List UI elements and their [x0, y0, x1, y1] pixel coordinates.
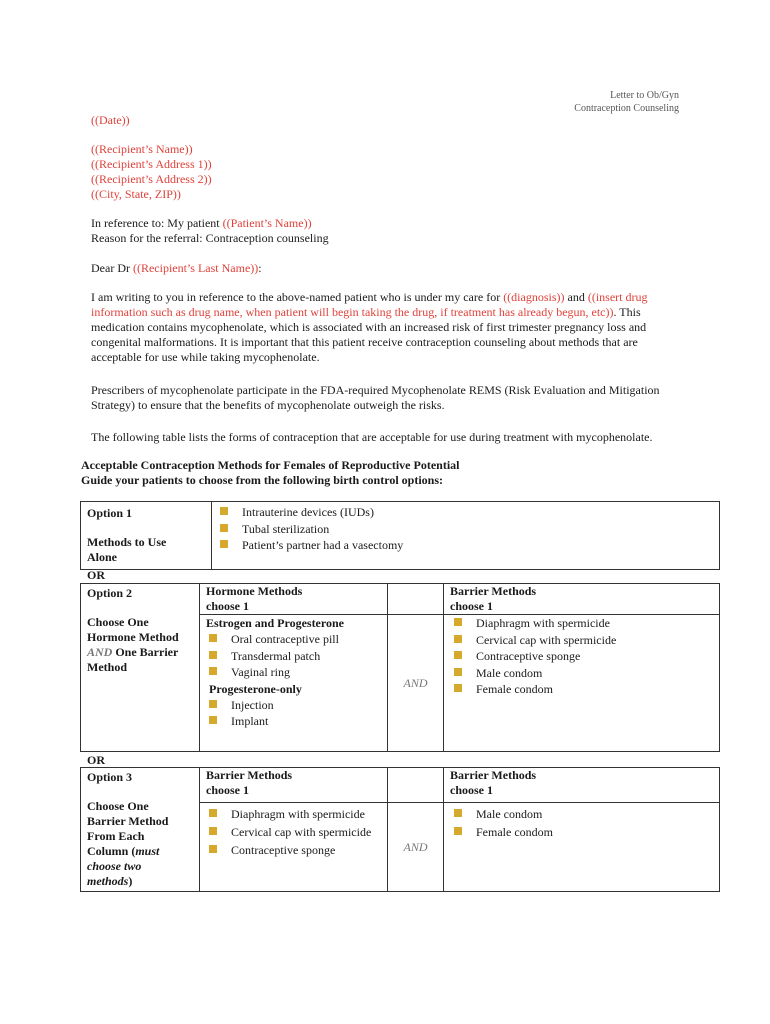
document-header: [574, 89, 679, 115]
option-2-label-cell: [81, 584, 200, 752]
list-item: Oral contraceptive pill: [206, 631, 381, 648]
list-item: Injection: [206, 697, 381, 714]
bullet-icon: [454, 684, 462, 692]
col2-choose: choose 1: [450, 783, 493, 797]
bullet-icon: [220, 507, 228, 515]
bullet-icon: [220, 540, 228, 548]
recipient-address-1: ((Recipient’s Address 1)): [91, 157, 212, 171]
or-separator-2: OR: [87, 753, 105, 767]
bullet-icon: [209, 634, 217, 642]
bullet-icon: [209, 700, 217, 708]
list-item: Contraceptive sponge: [454, 648, 709, 665]
option-2-table: [80, 583, 720, 752]
paragraph-3: The following table lists the forms of contraception that are acceptable for use during treatment with mycophenolate.: [91, 430, 653, 444]
col1-methods-cell: [200, 803, 388, 892]
date-placeholder: ((Date)): [91, 113, 130, 127]
and-cell: [388, 803, 444, 892]
header-line-1: Letter to Ob/Gyn: [610, 90, 679, 101]
salutation: [91, 261, 262, 276]
or-separator-1: OR: [87, 568, 105, 582]
table-title-2: Guide your patients to choose from the following birth control options:: [81, 473, 444, 487]
list-item: Cervical cap with spermicide: [454, 632, 709, 649]
bullet-icon: [209, 827, 217, 835]
recipient-name: ((Recipient’s Name)): [91, 142, 193, 156]
option-3-description: Choose One Barrier Method From Each Column (must choose two methods): [87, 799, 169, 888]
p1-part3: . This medication contains mycophenolate, which is associated with an increased risk of first trimester pregnancy loss and congenital malformations. It is important that this patient receive contraception counseling about methods that are acceptable for use while taking mycophenolate.: [91, 305, 647, 364]
estrogen-header: Estrogen and Progesterone: [206, 616, 344, 630]
bullet-icon: [220, 524, 228, 532]
hormone-header: Hormone Methods: [206, 584, 303, 598]
list-item: Intrauterine devices (IUDs): [220, 504, 711, 521]
recipient-address-2: ((Recipient’s Address 2)): [91, 172, 212, 186]
and-label: AND: [403, 675, 428, 690]
bullet-icon: [209, 667, 217, 675]
drug-info-placeholder: ((insert drug information such as drug name, when patient will begin taking the drug, if treatment has already begun, etc)): [91, 290, 648, 319]
salutation-prefix: Dear Dr: [91, 261, 133, 275]
bullet-icon: [454, 651, 462, 659]
list-item: Diaphragm with spermicide: [209, 805, 381, 823]
bullet-icon: [209, 809, 217, 817]
referral-reason: Reason for the referral: Contraception counseling: [91, 231, 329, 245]
recipient-last-name: ((Recipient’s Last Name)): [132, 261, 259, 275]
barrier-choose: choose 1: [450, 599, 493, 613]
barrier-header-cell: [444, 584, 720, 615]
option-3-title: Option 3: [87, 770, 133, 784]
list-item: Transdermal patch: [206, 648, 381, 665]
and-header-cell: [388, 584, 444, 615]
list-item: Cervical cap with spermicide: [209, 823, 381, 841]
table-titles: [81, 458, 460, 488]
p1-part1: I am writing to you in reference to the above-named patient who is under my care for: [91, 290, 504, 304]
reference-prefix: In reference to: My patient: [91, 216, 223, 230]
barrier-methods-cell: [444, 615, 720, 752]
option-3-table: [80, 767, 720, 892]
option-1-title: Option 1: [87, 506, 133, 520]
col1-header: Barrier Methods: [206, 768, 293, 782]
recipient-block: [91, 142, 212, 202]
option-1-subtitle: Methods to Use Alone: [87, 535, 167, 564]
bullet-icon: [454, 827, 462, 835]
list-item: Female condom: [454, 681, 709, 698]
option-1-table: [80, 501, 720, 570]
hormone-choose: choose 1: [206, 599, 249, 613]
paragraph-2: Prescribers of mycophenolate participate in the FDA-required Mycophenolate REMS (Risk Evaluation and Mitigation Strategy) to ensure that the benefits of mycophenolate outweigh the risks.: [91, 383, 660, 412]
hormone-methods-cell: [200, 615, 388, 752]
barrier-header: Barrier Methods: [450, 584, 537, 598]
recipient-city: ((City, State, ZIP)): [91, 187, 181, 201]
bullet-icon: [209, 845, 217, 853]
bullet-icon: [209, 651, 217, 659]
col1-header-cell: [200, 768, 388, 803]
option-1-methods-cell: [212, 502, 720, 570]
list-item: Implant: [206, 713, 381, 730]
p1-part2: and: [564, 290, 588, 304]
list-item: Diaphragm with spermicide: [454, 615, 709, 632]
list-item: Contraceptive sponge: [209, 841, 381, 859]
list-item: Male condom: [454, 805, 709, 823]
reference-block: [91, 216, 329, 246]
header-line-2: Contraception Counseling: [574, 103, 679, 114]
list-item: Patient’s partner had a vasectomy: [220, 537, 711, 554]
hormone-header-cell: [200, 584, 388, 615]
list-item: Male condom: [454, 665, 709, 682]
diagnosis-placeholder: ((diagnosis)): [503, 290, 565, 304]
list-item: Tubal sterilization: [220, 521, 711, 538]
bullet-icon: [454, 668, 462, 676]
option-1-label-cell: [81, 502, 212, 570]
bullet-icon: [454, 809, 462, 817]
list-item: Vaginal ring: [206, 664, 381, 681]
col2-header: Barrier Methods: [450, 768, 537, 782]
and-label: AND: [403, 839, 428, 854]
col1-choose: choose 1: [206, 783, 249, 797]
and-header-cell: [388, 768, 444, 803]
col2-header-cell: [444, 768, 720, 803]
bullet-icon: [209, 716, 217, 724]
list-item: Female condom: [454, 823, 709, 841]
progesterone-header: Progesterone-only: [209, 681, 302, 696]
bullet-icon: [454, 618, 462, 626]
and-cell: [388, 615, 444, 752]
patient-name-placeholder: ((Patient’s Name)): [222, 216, 312, 230]
option-2-title: Option 2: [87, 586, 133, 600]
option-2-description: Choose One Hormone Method AND One Barrier Method: [87, 615, 179, 674]
paragraph-1: [91, 290, 681, 365]
bullet-icon: [454, 635, 462, 643]
col2-methods-cell: [444, 803, 720, 892]
table-title-1: Acceptable Contraception Methods for Females of Reproductive Potential: [81, 458, 460, 472]
salutation-suffix: :: [258, 261, 262, 275]
option-3-label-cell: [81, 768, 200, 892]
